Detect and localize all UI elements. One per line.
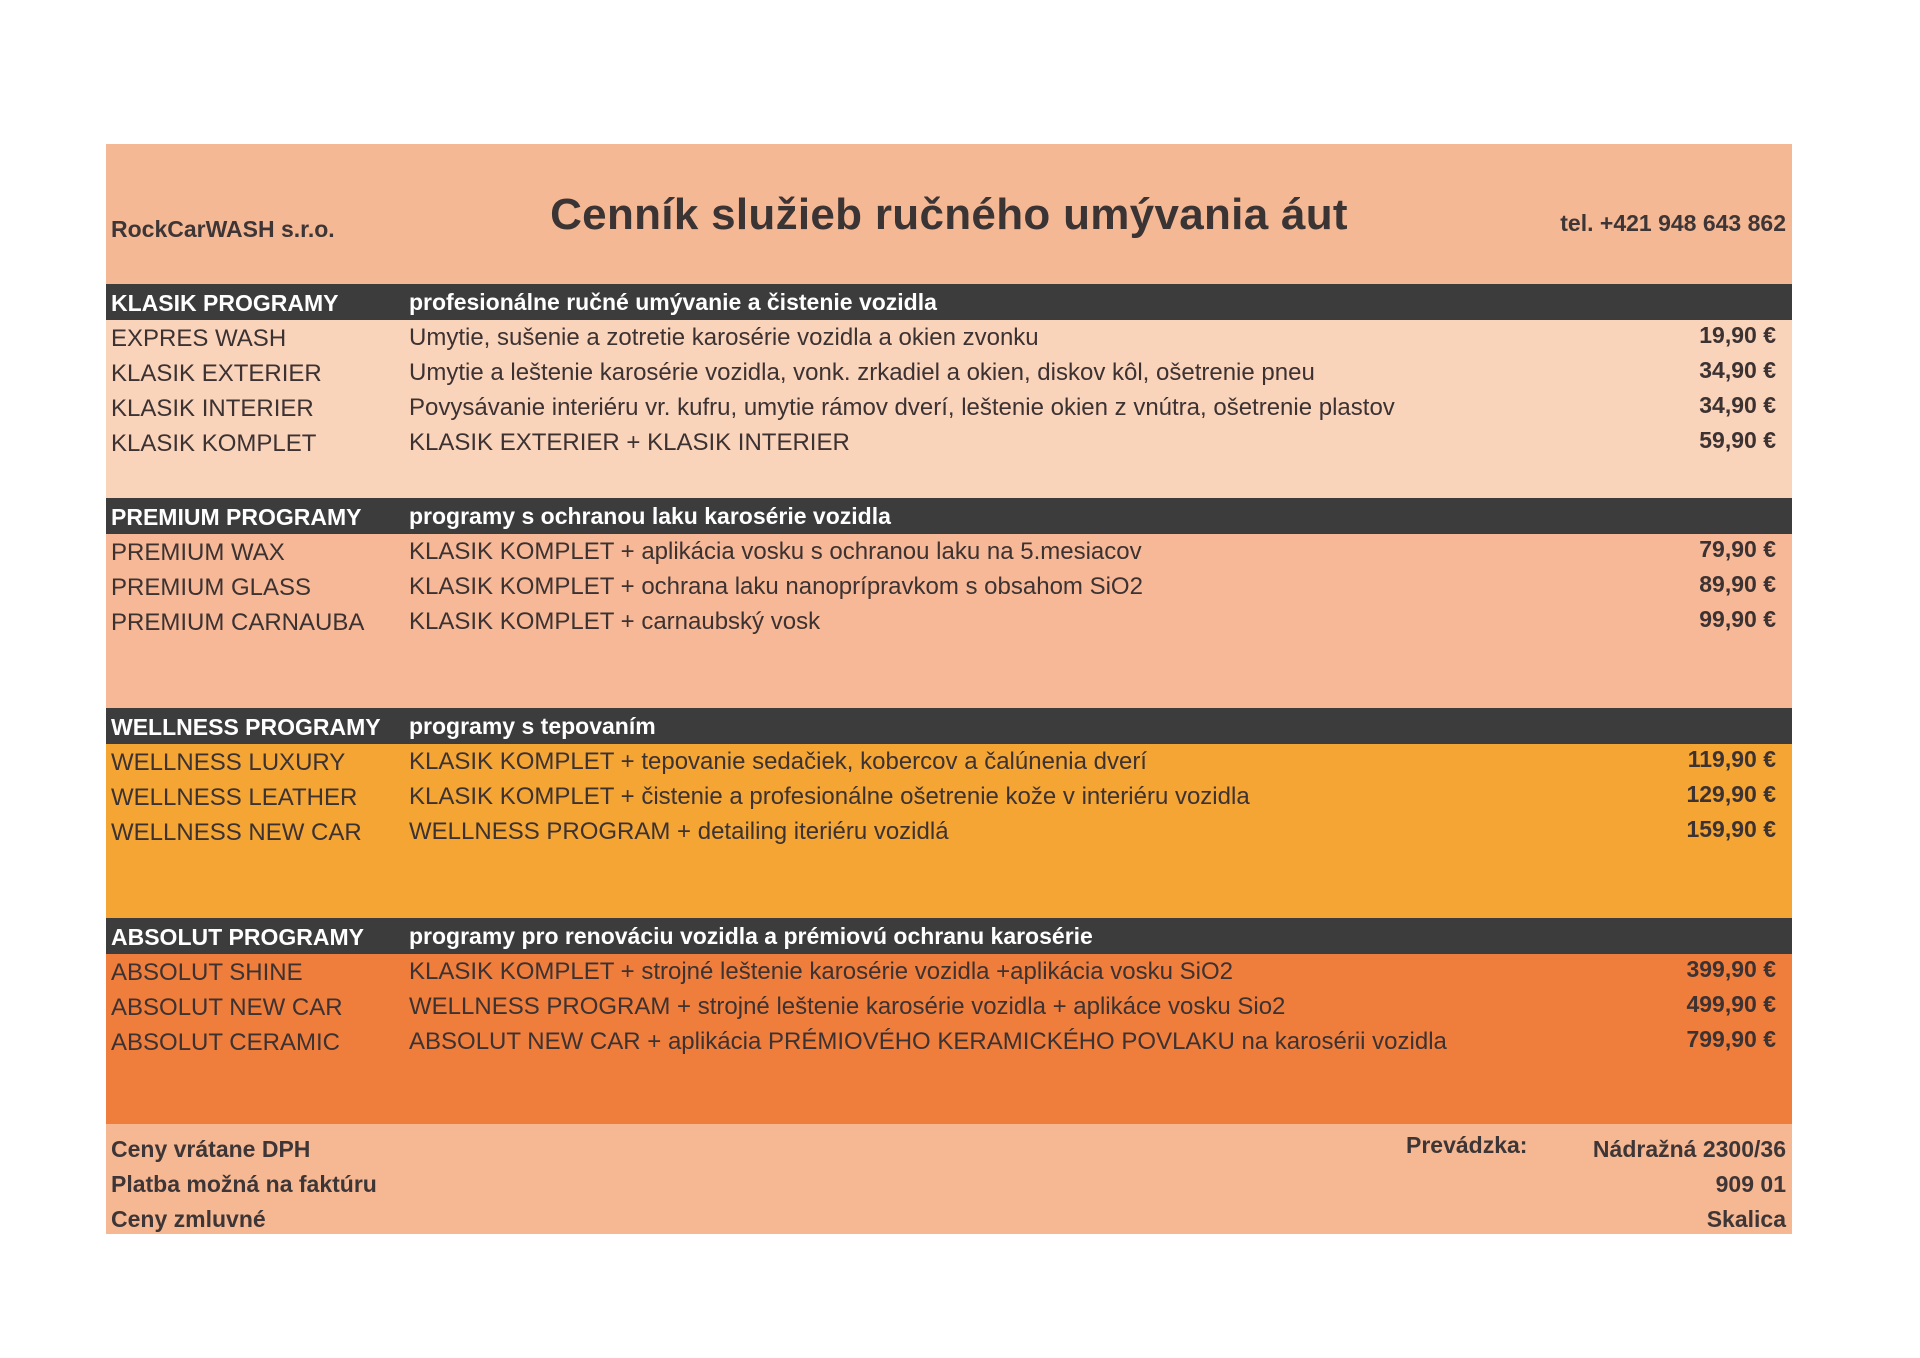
program-name: WELLNESS NEW CAR bbox=[111, 819, 362, 846]
price-row bbox=[106, 534, 1792, 569]
program-name: WELLNESS LUXURY bbox=[111, 749, 346, 776]
address-city: Skalica bbox=[1706, 1206, 1786, 1232]
location-label: Prevádzka: bbox=[1406, 1132, 1528, 1158]
program-name: WELLNESS LEATHER bbox=[111, 784, 358, 811]
price-row bbox=[106, 989, 1792, 1024]
program-price: 159,90 € bbox=[1686, 816, 1776, 842]
section-header bbox=[106, 284, 1792, 320]
program-description: ABSOLUT NEW CAR + aplikácia PRÉMIOVÉHO KERAMICKÉHO POVLAKU na karosérii vozidla bbox=[409, 1028, 1447, 1055]
price-row bbox=[106, 954, 1792, 989]
program-name: PREMIUM CARNAUBA bbox=[111, 609, 365, 636]
program-description: Povysávanie interiéru vr. kufru, umytie rámov dverí, leštenie okien z vnútra, ošetrenie plastov bbox=[409, 394, 1395, 421]
program-description: KLASIK EXTERIER + KLASIK INTERIER bbox=[409, 429, 850, 456]
program-name: ABSOLUT CERAMIC bbox=[111, 1029, 340, 1056]
footer-notes bbox=[111, 1132, 377, 1237]
footer-note: Ceny vrátane DPH bbox=[111, 1136, 311, 1162]
program-price: 89,90 € bbox=[1699, 571, 1776, 597]
address-street: Nádražná 2300/36 bbox=[1592, 1136, 1786, 1162]
program-price: 34,90 € bbox=[1699, 357, 1776, 383]
price-row bbox=[106, 604, 1792, 639]
program-description: KLASIK KOMPLET + ochrana laku nanoprípravkom s obsahom SiO2 bbox=[409, 573, 1143, 600]
program-description: KLASIK KOMPLET + tepovanie sedačiek, kobercov a čalúnenia dverí bbox=[409, 748, 1147, 775]
section-header bbox=[106, 918, 1792, 954]
section-name: WELLNESS PROGRAMY bbox=[111, 714, 381, 740]
program-description: Umytie, sušenie a zotretie karosérie vozidla a okien zvonku bbox=[409, 324, 1039, 351]
program-name: ABSOLUT SHINE bbox=[111, 959, 303, 986]
program-name: KLASIK INTERIER bbox=[111, 395, 314, 422]
section-wellness bbox=[106, 708, 1792, 918]
program-price: 399,90 € bbox=[1686, 956, 1776, 982]
price-row bbox=[106, 779, 1792, 814]
price-list-footer bbox=[106, 1124, 1792, 1234]
company-name: RockCarWASH s.r.o. bbox=[111, 216, 335, 242]
program-name: KLASIK KOMPLET bbox=[111, 430, 317, 457]
program-name: KLASIK EXTERIER bbox=[111, 360, 322, 387]
location-address bbox=[1593, 1132, 1786, 1237]
program-description: WELLNESS PROGRAM + detailing iteriéru vozidlá bbox=[409, 818, 949, 845]
section-description: programy pro renováciu vozidla a prémiovú ochranu karosérie bbox=[409, 923, 1093, 949]
section-name: PREMIUM PROGRAMY bbox=[111, 504, 362, 530]
program-description: KLASIK KOMPLET + čistenie a profesionálne ošetrenie kože v interiéru vozidla bbox=[409, 783, 1250, 810]
section-description: programy s ochranou laku karosérie vozidla bbox=[409, 503, 891, 529]
footer-note: Ceny zmluvné bbox=[111, 1206, 266, 1232]
program-name: PREMIUM WAX bbox=[111, 539, 285, 566]
section-description: programy s tepovaním bbox=[409, 713, 656, 739]
section-absolut bbox=[106, 918, 1792, 1124]
section-body bbox=[106, 320, 1792, 498]
section-description: profesionálne ručné umývanie a čistenie vozidla bbox=[409, 289, 937, 315]
program-name: PREMIUM GLASS bbox=[111, 574, 312, 601]
page-title: Cenník služieb ručného umývania áut bbox=[550, 190, 1348, 239]
program-price: 34,90 € bbox=[1699, 392, 1776, 418]
price-row bbox=[106, 390, 1792, 425]
program-description: KLASIK KOMPLET + carnaubský vosk bbox=[409, 608, 821, 635]
program-price: 19,90 € bbox=[1699, 322, 1776, 348]
section-header bbox=[106, 498, 1792, 534]
footer-note: Platba možná na faktúru bbox=[111, 1171, 377, 1197]
program-name: EXPRES WASH bbox=[111, 325, 287, 352]
program-description: Umytie a leštenie karosérie vozidla, vonk. zrkadiel a okien, diskov kôl, ošetrenie pneu bbox=[409, 359, 1315, 386]
program-description: KLASIK KOMPLET + strojné leštenie karosérie vozidla +aplikácia vosku SiO2 bbox=[409, 958, 1233, 985]
program-price: 99,90 € bbox=[1699, 606, 1776, 632]
address-postcode: 909 01 bbox=[1715, 1171, 1786, 1197]
section-body bbox=[106, 954, 1792, 1124]
phone-number: tel. +421 948 643 862 bbox=[1560, 210, 1786, 236]
program-price: 129,90 € bbox=[1686, 781, 1776, 807]
section-klasik bbox=[106, 284, 1792, 498]
section-body bbox=[106, 744, 1792, 918]
price-list-header bbox=[106, 144, 1792, 284]
section-name: ABSOLUT PROGRAMY bbox=[111, 924, 364, 950]
program-description: WELLNESS PROGRAM + strojné leštenie karosérie vozidla + aplikáce vosku Sio2 bbox=[409, 993, 1286, 1020]
section-name: KLASIK PROGRAMY bbox=[111, 290, 339, 316]
program-price: 799,90 € bbox=[1686, 1026, 1776, 1052]
program-name: ABSOLUT NEW CAR bbox=[111, 994, 343, 1021]
price-row bbox=[106, 320, 1792, 355]
program-price: 59,90 € bbox=[1699, 427, 1776, 453]
price-row bbox=[106, 814, 1792, 849]
section-header bbox=[106, 708, 1792, 744]
price-row bbox=[106, 425, 1792, 460]
program-price: 499,90 € bbox=[1686, 991, 1776, 1017]
price-row bbox=[106, 355, 1792, 390]
price-list-sheet bbox=[106, 144, 1792, 1234]
section-premium bbox=[106, 498, 1792, 708]
price-row bbox=[106, 1024, 1792, 1059]
program-price: 119,90 € bbox=[1687, 746, 1776, 772]
section-body bbox=[106, 534, 1792, 708]
program-price: 79,90 € bbox=[1699, 536, 1776, 562]
price-row bbox=[106, 569, 1792, 604]
price-row bbox=[106, 744, 1792, 779]
program-description: KLASIK KOMPLET + aplikácia vosku s ochranou laku na 5.mesiacov bbox=[409, 538, 1142, 565]
